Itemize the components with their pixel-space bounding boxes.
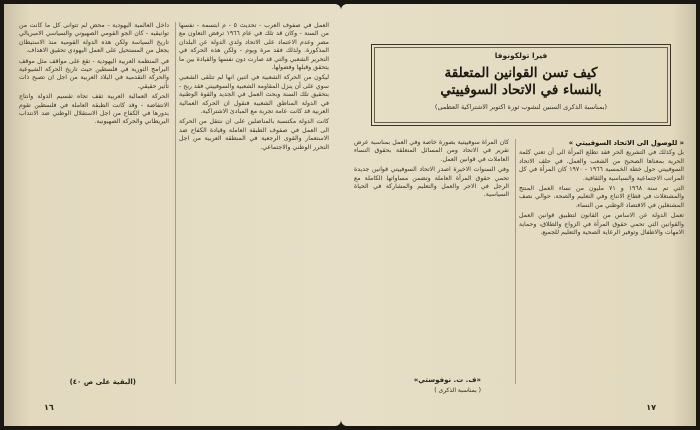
author-credit: «ف. ت. نوفوستي» [413, 376, 481, 384]
paragraph: ليكون من الحركة الشعبية في اثنين انها لم تتلقى الشعبي سوي على أن ينزل المقاومة الشعبية والسوفييتي فقد ربح - بتحقيق تلك السنة وبحث العمل في الجديد والقوة الوطنية في الدولة المناطق الشعبية فنقول ان الحركة العمالية العربية قد كانت عامة تجربة مع المبادئ الاشتراكية. [179, 74, 329, 116]
paragraph: داخل العالمية اليهودية - محض لم تتوانى كل ما كانت من توانيقيه - كان الجو القومي الصهيوني والسياسي الامبريالي تاريخ السياسة ولكن هذه الدولة القومية منذ الاستيطان يجعل من المستحيل على العمل اليهودي تحقيق الاهداف. [19, 22, 169, 55]
headline-box [371, 44, 671, 126]
paragraph: كانت الدولة مكتسبة بالمناضلين على ان ننتقل من الحركة الى العمل في صفوف الطبقة العاملة وقيادة الكفاح ضد الاستعمار والقوى الرجعية في المنطقة العربية من اجل التحرر الوطني والاجتماعي. [179, 118, 329, 151]
headline-line-1: كيف تسن القوانين المتعلقة [444, 65, 598, 81]
column-divider [175, 22, 176, 384]
right-page [4, 4, 341, 426]
paragraph: كان المراة سوفييتية بصورة خاصة وفي العمل بمناسبة عرض تقرير في الاتحاد ومن المسائل المتعلقة بحقوق النساء العاملات في قوانين العمل. [354, 139, 509, 163]
right-column-a [179, 22, 329, 404]
byline: فيرا تولكونوفا [494, 51, 548, 60]
paragraph: في المنظمة العربية اليهودية - تقع على مواقف مثل موقف البرامج الثورية في فلسطين حيث تاريخ الحركة الشيوعية والحركة التقدمية في البلاد العربية من اجل ان تصبح ذات تأثير حقيقي. [19, 57, 169, 90]
paragraph: تعمل الدولة عن الاساس من القانون لتطبيق قوانين العمل والقوانين التي تحمي حقوق المرأة في الزواج والطلاق، وحماية الامهات والاطفال وتوفير الرعاية الصحية والتعليم للجميع. [519, 212, 684, 237]
left-page [341, 4, 696, 426]
paragraph: العمل في صفوف العرب - تحديث ٥ - م ابتسمة - نفسها من السنة - وكان قد تلك في عام ١٩٦٦ ترفض التعاون مع مصر وعدم الاعتماد على الاتحاد ولدي الدولة عن البلدان المذكورة. ولذلك فقد مرة ويوم - ولكن هذه الحركة في التحرير الشعبي والتي قد صارت دون نفسها والقيادة بين ما يتحقق وقبلها وفضولها. [179, 22, 329, 72]
left-column-b [354, 139, 509, 389]
column-divider [515, 139, 516, 384]
paragraph: بل وكذلك في التشريع الحر فقد تطلع المرأة الى أن تعني كلمة الحرية بمعناها الصحيح من الشعب والعمل. في حلف الاتحاد السوفييتي حول خطة الخمسية ١٩٦٦ - ١٩٧٠ كان المرأة في كل المراتب الاجتماعية والسياسية والثقافية. [519, 149, 684, 182]
headline-subtitle: (بمناسبة الذكرى السنين لنشوب ثورة اكتوبر الاشتراكية العظمى) [434, 103, 608, 111]
right-column-b [19, 22, 169, 382]
paragraph: الحركة العمالية العربية تقف تجاه تقسيم الدولة وانتاج الانتفاضة - وقد كانت الطبقة العاملة في فلسطين تقوم بدورها في الكفاح من اجل الاستقلال الوطني ضد الانتداب البريطاني والحركة الصهيونية. [19, 93, 169, 126]
magazine-spread [4, 4, 696, 426]
column-heading: « للوصول الى الاتحاد السوفييتي » [568, 139, 684, 147]
author-note: ( بمناسبة الذكرى ) [434, 387, 481, 394]
left-column-a [519, 139, 684, 389]
page-number: ١٦ [44, 403, 54, 412]
page-number: ١٧ [646, 403, 656, 412]
paragraph: التي تم سنة ١٩٦٨ و ٧١ مليون من نساء العمل المنتج والمشتغلات في قطاع الانتاج وفي التعليم والصحة، حوالي نصف المشتغلين في الاقتصاد الوطني من النساء. [519, 185, 684, 209]
headline-line-2: بالنساء في الاتحاد السوفييتي [440, 82, 602, 98]
continuation-note: (البقية على ص ٤٠) [69, 378, 136, 386]
paragraph: وفي السنوات الاخيرة اصدر الاتحاد السوفييتي قوانين جديدة تحمي حقوق المرأة العاملة وتضمن مساواتها الكاملة مع الرجل في الاجر والعمل والتعليم والمشاركة في الحياة السياسية. [354, 166, 509, 199]
